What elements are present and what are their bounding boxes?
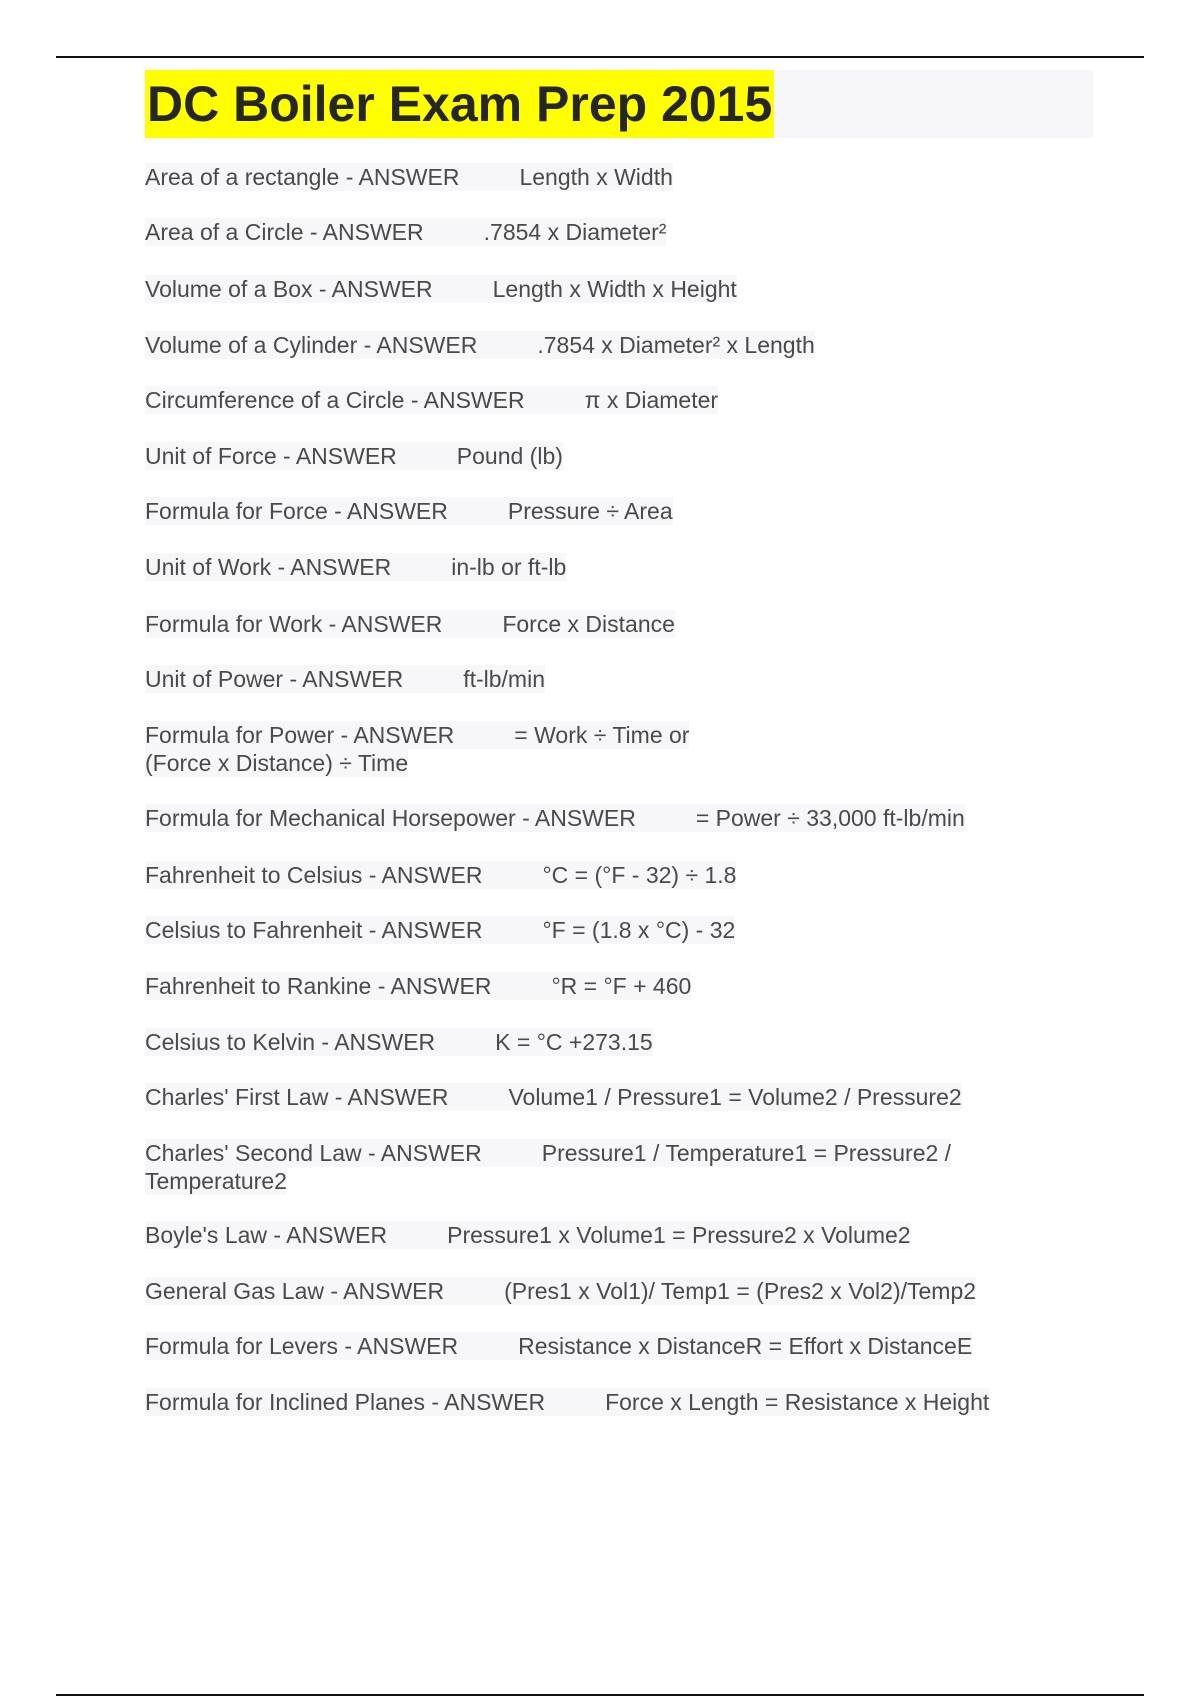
answer-text: Pressure1 x Volume1 = Pressure2 x Volume2 [447, 1222, 911, 1248]
question-text: General Gas Law - ANSWER [145, 1278, 445, 1304]
qa-item [145, 804, 1045, 832]
question-text: Charles' First Law - ANSWER [145, 1084, 449, 1110]
answer-text: Pressure ÷ Area [507, 498, 673, 524]
qa-item [145, 972, 1045, 1000]
question-text: Area of a Circle - ANSWER [145, 219, 424, 245]
answer-text: Resistance x DistanceR = Effort x DistanceE [518, 1333, 973, 1359]
top-rule [56, 56, 1144, 58]
qa-item [145, 497, 1045, 525]
answer-text: Force x Distance [502, 611, 675, 637]
question-text: Volume of a Cylinder - ANSWER [145, 332, 478, 358]
qa-item [145, 553, 1045, 581]
qa-item [145, 1221, 1045, 1249]
answer-text: °R = °F + 460 [551, 973, 692, 999]
answer-text: Pound (lb) [456, 443, 563, 469]
qa-item [145, 1139, 1025, 1195]
qa-item [145, 916, 1045, 944]
question-text: Formula for Inclined Planes - ANSWER [145, 1389, 546, 1415]
qa-item [145, 163, 1045, 191]
qa-item [145, 665, 1045, 693]
question-text: Boyle's Law - ANSWER [145, 1222, 388, 1248]
question-text: Unit of Power - ANSWER [145, 666, 404, 692]
qa-item [145, 386, 1045, 414]
question-text: Formula for Levers - ANSWER [145, 1333, 459, 1359]
answer-text: Length x Width [519, 164, 673, 190]
qa-item [145, 1388, 1045, 1416]
qa-item [145, 1028, 1045, 1056]
question-text: Formula for Power - ANSWER [145, 722, 455, 748]
answer-text: °F = (1.8 x °C) - 32 [542, 917, 736, 943]
answer-text: ft-lb/min [463, 666, 545, 692]
question-text: Fahrenheit to Rankine - ANSWER [145, 973, 492, 999]
qa-item [145, 1083, 1045, 1111]
answer-text: Force x Length = Resistance x Height [605, 1389, 990, 1415]
answer-text: Volume1 / Pressure1 = Volume2 / Pressure2 [508, 1084, 962, 1110]
qa-item [145, 218, 1045, 246]
qa-item [145, 331, 1045, 359]
answer-text: .7854 x Diameter² [483, 219, 667, 245]
question-text: Unit of Force - ANSWER [145, 443, 397, 469]
answer-text: °C = (°F - 32) ÷ 1.8 [542, 862, 737, 888]
question-text: Charles' Second Law - ANSWER [145, 1140, 482, 1166]
question-text: Fahrenheit to Celsius - ANSWER [145, 862, 483, 888]
answer-text: Length x Width x Height [492, 276, 737, 302]
question-text: Volume of a Box - ANSWER [145, 276, 433, 302]
answer-text: π x Diameter [584, 387, 719, 413]
qa-item [145, 610, 1045, 638]
qa-item [145, 1277, 1045, 1305]
answer-text: (Pres1 x Vol1)/ Temp1 = (Pres2 x Vol2)/Temp2 [504, 1278, 977, 1304]
bottom-rule [56, 1694, 1144, 1696]
question-text: Unit of Work - ANSWER [145, 554, 392, 580]
question-text: Celsius to Fahrenheit - ANSWER [145, 917, 483, 943]
qa-item [145, 861, 1045, 889]
answer-text: in-lb or ft-lb [451, 554, 567, 580]
answer-text: = Power ÷ 33,000 ft-lb/min [695, 805, 965, 831]
qa-item [145, 275, 1045, 303]
qa-item [145, 442, 1045, 470]
question-text: Area of a rectangle - ANSWER [145, 164, 460, 190]
answer-text: K = °C +273.15 [495, 1029, 653, 1055]
qa-item [145, 721, 705, 777]
question-text: Formula for Force - ANSWER [145, 498, 448, 524]
qa-item [145, 1332, 1045, 1360]
question-text: Formula for Mechanical Horsepower - ANSWER [145, 805, 636, 831]
question-text: Formula for Work - ANSWER [145, 611, 443, 637]
question-text: Celsius to Kelvin - ANSWER [145, 1029, 436, 1055]
answer-text: Pressure1 / Temperature1 = Pressure2 / Temperature2 [145, 1140, 952, 1194]
document-title: DC Boiler Exam Prep 2015 [145, 70, 774, 138]
answer-text: = Work ÷ Time or (Force x Distance) ÷ Time [145, 722, 690, 776]
question-text: Circumference of a Circle - ANSWER [145, 387, 525, 413]
answer-text: .7854 x Diameter² x Length [537, 332, 815, 358]
